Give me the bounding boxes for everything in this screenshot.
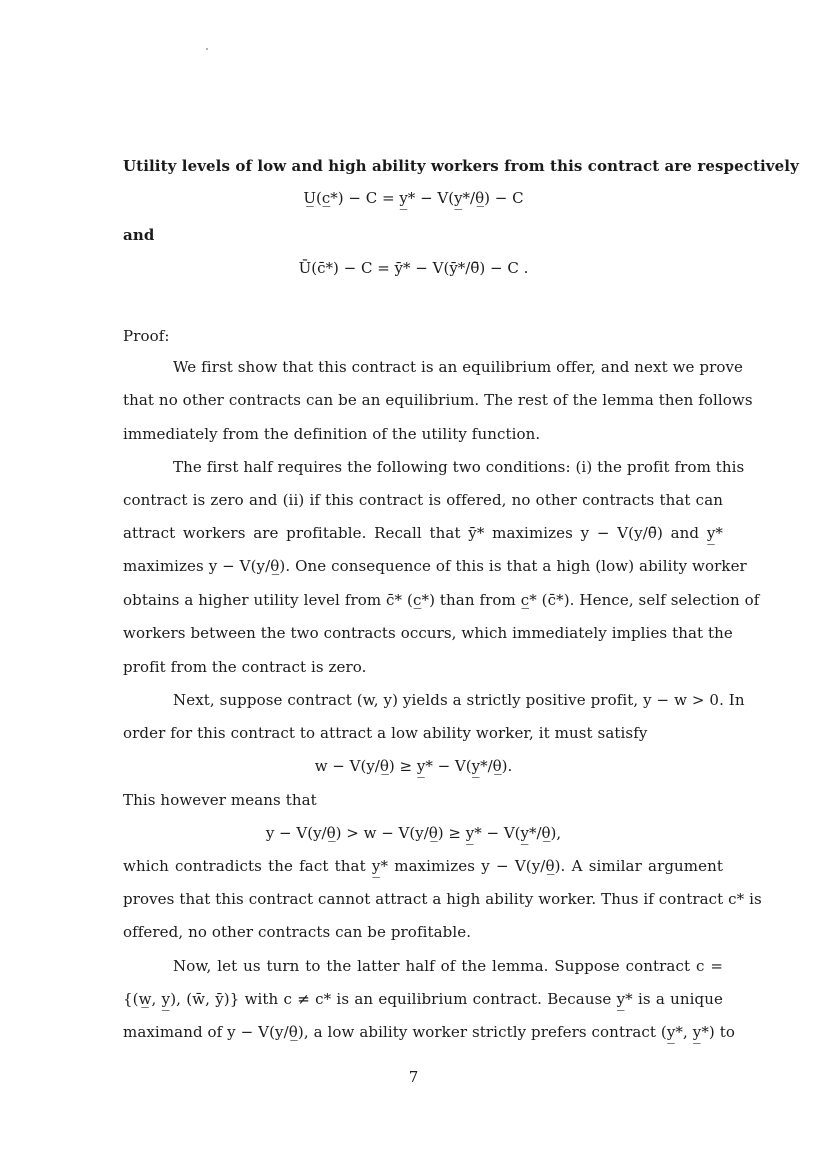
paragraph-line: maximand of y − V(y/θ̲), a low ability worker strictly prefers contract (y̲*, y̲*) to (123, 1023, 736, 1041)
paragraph-line: attract workers are profitable. Recall that ȳ* maximizes y − V(y/θ̄) and y̲* (123, 524, 723, 542)
paragraph-line: Now, let us turn to the latter half of the lemma. Suppose contract c = (173, 957, 723, 975)
equation-low-constraint: w − V(y/θ̲) ≥ y̲* − V(y̲*/θ̲). (314, 757, 513, 775)
paragraph-line: Next, suppose contract (w, y) yields a strictly positive profit, y − w > 0. In (173, 691, 745, 709)
paragraph-line: order for this contract to attract a low ability worker, it must satisfy (123, 724, 648, 742)
paragraph-line: {(w̲, y̲), (w̄, ȳ)} with c ≠ c* is an equilibrium contract. Because y̲* is a unique (123, 990, 723, 1008)
paragraph-line: profit from the contract is zero. (123, 658, 367, 676)
equation-chain: y − V(y/θ̲) > w − V(y/θ̲) ≥ y̲* − V(y̲*/θ̲), (265, 824, 562, 842)
paragraph-line: proves that this contract cannot attract a high ability worker. Thus if contract c* is (123, 890, 762, 908)
paragraph-line: and (123, 226, 155, 244)
paragraph-line: workers between the two contracts occurs, which immediately implies that the (123, 624, 733, 642)
paragraph-line: that no other contracts can be an equilibrium. The rest of the lemma then follows (123, 391, 753, 409)
paragraph-line: obtains a higher utility level from c̄* (c̲*) than from c̲* (c̄*). Hence, self selection of (123, 591, 760, 609)
proof-heading: Proof: (123, 327, 170, 345)
equation-low-utility: U̲(c̲*) − C = y̲* − V(y̲*/θ̲) − C (303, 189, 524, 207)
equation-high-utility: Ū(c̄*) − C = ȳ* − V(ȳ*/θ̄) − C . (298, 259, 529, 277)
paragraph-line: maximizes y − V(y/θ̲). One consequence of this is that a high (low) ability worker (123, 557, 747, 575)
paragraph-line: offered, no other contracts can be profitable. (123, 923, 472, 941)
paragraph-line: contract is zero and (ii) if this contract is offered, no other contracts that can (123, 491, 723, 509)
paragraph-line: Utility levels of low and high ability workers from this contract are respectively (123, 157, 799, 175)
scan-speck (206, 48, 208, 50)
paragraph-line: which contradicts the fact that y̲* maximizes y − V(y/θ̲). A similar argument (123, 857, 723, 875)
paragraph-line: The first half requires the following two conditions: (i) the profit from this (173, 458, 745, 476)
paragraph-line: We first show that this contract is an equilibrium offer, and next we prove (173, 358, 744, 376)
paragraph-line: immediately from the definition of the utility function. (123, 425, 541, 443)
paragraph-line: This however means that (123, 791, 317, 809)
page-number: 7 (408, 1068, 419, 1086)
